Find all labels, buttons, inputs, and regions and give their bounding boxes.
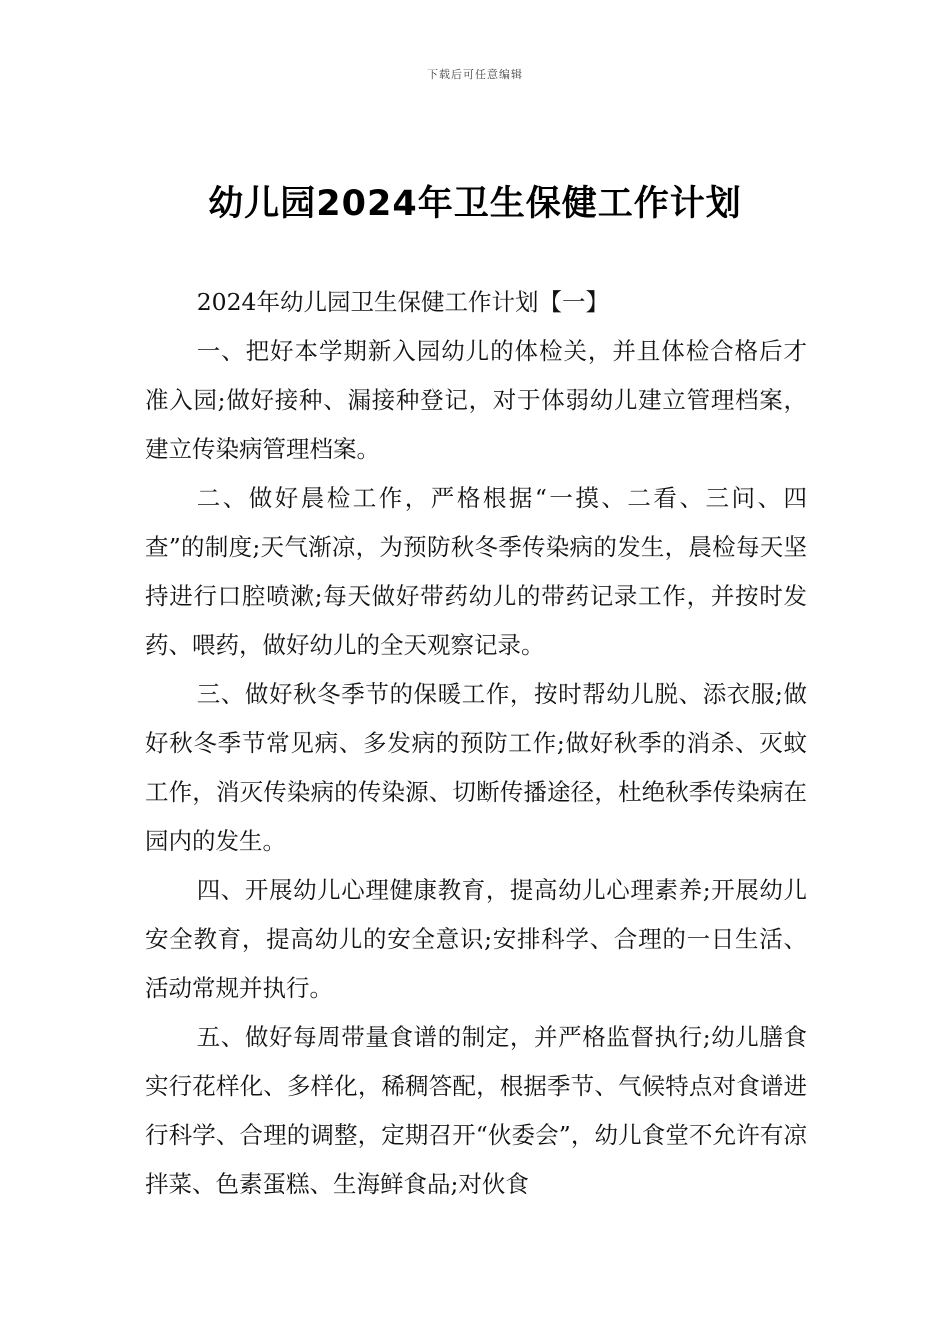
document-title: 幼儿园2024年卫生保健工作计划 <box>208 184 742 224</box>
paragraph-3: 三、做好秋冬季节的保暖工作，按时帮幼儿脱、添衣服;做好秋冬季节常见病、多发病的预防工作;做好秋季的消杀、灭蚊工作，消灭传染病的传染源、切断传播途径，杜绝秋季传染病在园内的发生。 <box>145 680 807 855</box>
paragraph-2: 二、做好晨检工作，严格根据“一摸、二看、三问、四查”的制度;天气渐凉，为预防秋冬季传染病的发生，晨检每天坚持进行口腔喷漱;每天做好带药幼儿的带药记录工作，并按时发药、喂药，做好幼儿的全天观察记录。 <box>145 484 807 659</box>
page-header-note: 下载后可任意编辑 <box>427 68 523 81</box>
paragraph-4: 四、开展幼儿心理健康教育，提高幼儿心理素养;开展幼儿安全教育，提高幼儿的安全意识;安排科学、合理的一日生活、活动常规并执行。 <box>145 876 807 1002</box>
paragraph-1: 一、把好本学期新入园幼儿的体检关，并且体检合格后才准入园;做好接种、漏接种登记，对于体弱幼儿建立管理档案，建立传染病管理档案。 <box>145 337 807 463</box>
document-body <box>145 278 807 1209</box>
paragraph-5: 五、做好每周带量食谱的制定，并严格监督执行;幼儿膳食实行花样化、多样化，稀稠答配，根据季节、气候特点对食谱进行科学、合理的调整，定期召开“伙委会”，幼儿食堂不允许有凉拌菜、色素蛋糕、生海鲜食品;对伙食 <box>145 1023 807 1198</box>
section-heading: 2024年幼儿园卫生保健工作计划【一】 <box>196 288 609 316</box>
